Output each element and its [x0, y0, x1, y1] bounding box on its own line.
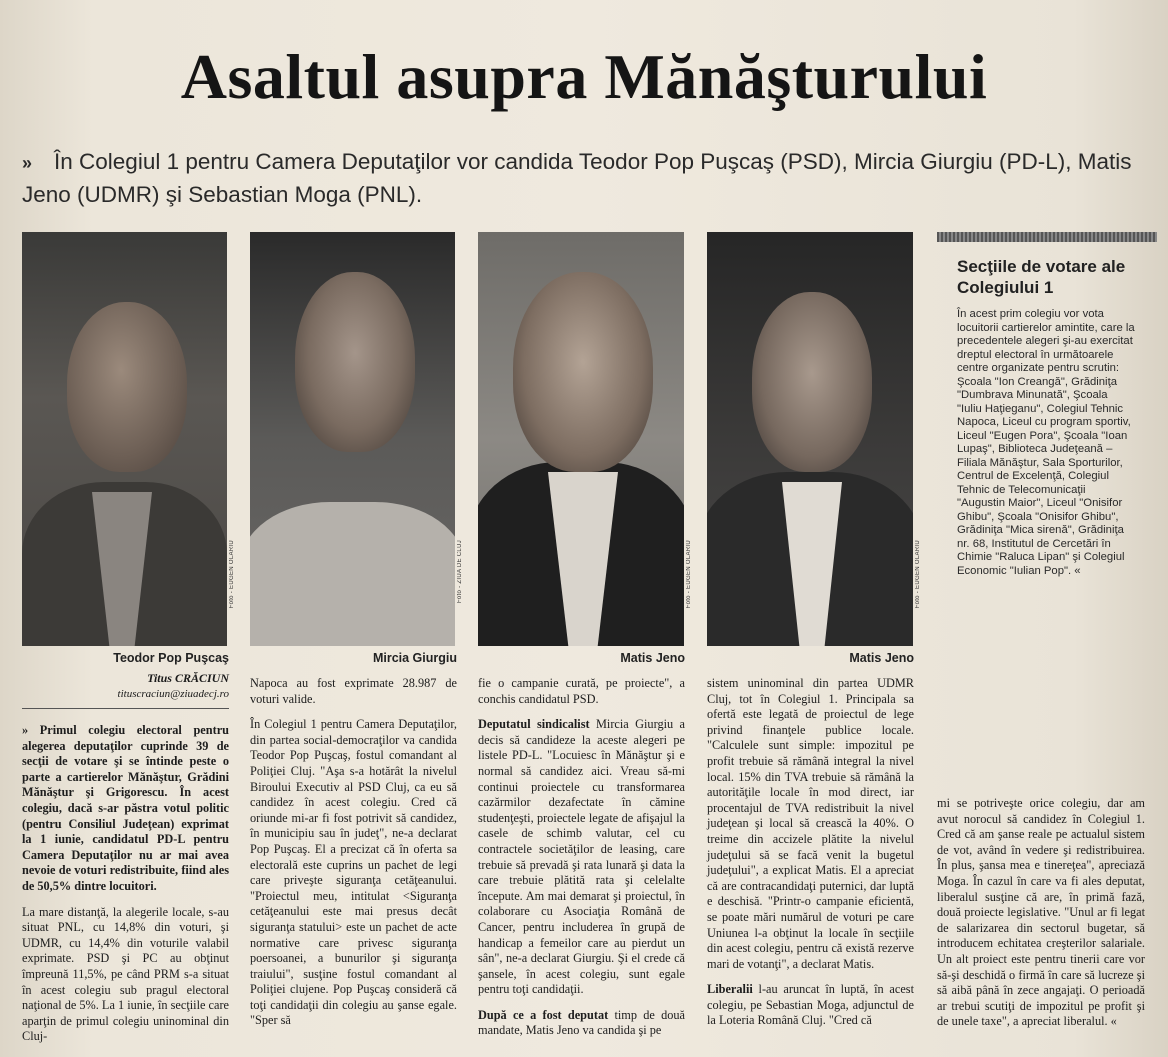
deck-marker: »	[22, 153, 33, 173]
body-paragraph: În Colegiul 1 pentru Camera Deputaţilor, din partea social-democraţilor va candida Teodor Pop Puşcaş, fostul comandant al Poliţiei Cluj. "Aşa s-a hotărât la nivelul Biroului Executiv al PSD Cluj, ca eu să candidez în acest colegiu. Cred că oriunde mi-ar fi fost potrivit să candidez, în municipiu sau în judeţ", ne-a declarat Pop Puşcaş. El a precizat că în oferta sa electorală este cuprins un pachet de legi care priveşte siguranţa cetăţeanului. "Proiectul meu, intitulat <Siguranţa cetăţeanului este mai presus decât siguranţa statului> este un pachet de acte normative care privesc siguranţa poersoanei, a bunurilor şi siguranţa traiului", susţine fostul comandant al Poliţiei clujene. Pop Puşcaş consideră că toţi candidaţii din colegiu au şanse egale. "Sper să	[250, 717, 457, 1028]
article-column-2	[250, 676, 457, 1039]
article-column-3	[478, 676, 685, 1049]
photo-sebastian-moga	[707, 232, 913, 646]
sidebar-top-bar	[937, 232, 1157, 242]
body-paragraph: fie o campanie curată, pe proiecte", a conchis candidatul PSD.	[478, 676, 685, 706]
deck-text: În Colegiul 1 pentru Camera Deputaţilor vor candida Teodor Pop Puşcaş (PSD), Mircia Giurgiu (PD-L), Matis Jeno (UDMR) şi Sebastian Moga (PNL).	[22, 149, 1132, 207]
body-paragraph: Liberalii l-au aruncat în luptă, în acest colegiu, pe Sebastian Moga, adjunctul de la Loteria Română Cluj. "Cred că	[707, 982, 914, 1028]
sidebar-title: Secţiile de votare ale Colegiului 1	[957, 257, 1126, 297]
subhead-liberalii: Liberalii	[707, 982, 753, 997]
byline-author: Titus CRĂCIUN	[147, 671, 229, 685]
photo-mircia-giurgiu	[250, 232, 455, 646]
headline: Asaltul asupra Mănăşturului	[180, 41, 988, 112]
body-paragraph: După ce a fost deputat timp de două mandate, Matis Jeno va candida şi pe	[478, 1007, 685, 1038]
body-paragraph: sistem uninominal din partea UDMR Cluj, tot în Colegiul 1. Principala sa ofertă este legată de proiectul de lege privind finanţele publice locale. "Calculele sunt simple: impozitul pe profit trebuie să rămână integral la nivel local. 15% din TVA trebuie să rămână la autorităţile locale în mod direct, iar procentajul de TVA redistribuit la nivel judeţean şi local să crească la 40%. O treime din accizele plătite la nivelul judeţului să se facă venit la bugetul judeţului", a explicat Matis. El a apreciat că are contracandidaţi puternici, dar luptă e deschisă. "Printr-o campanie eficientă, se poate mări numărul de voturi pe care Uniunea l-a obţinut la locale în secţiile din acest colegiu, pentru că există rezerve mari de votanţi", a declarat Matis.	[707, 676, 914, 971]
deck	[22, 146, 1152, 210]
byline	[22, 670, 229, 702]
photo-credit-1: Foto - EUGEN OLARIU	[229, 540, 235, 609]
sidebar-box	[937, 232, 1157, 578]
article-column-1	[22, 723, 229, 1055]
photo-credit-4: Foto - EUGEN OLARIU	[915, 540, 921, 609]
photo-teodor-pop-puscas	[22, 232, 227, 646]
body-paragraph: Napoca au fost exprimate 28.987 de voturi valide.	[250, 676, 457, 706]
body-paragraph: La mare distanţă, la alegerile locale, s-au situat PNL, cu 14,8% din voturi, şi UDMR, cu 14,4% din voturile valabil exprimate. PSD şi PC au obţinut împreună 11,5%, pe când PRM s-a situat în acest colegiu sub pragul electoral naţional de 5%. La 1 iunie, în secţiile care aparţin de primul colegiu uninominal din Cluj-	[22, 904, 229, 1044]
body-paragraph: Deputatul sindicalist Mircia Giurgiu a decis să candideze la aceste alegeri pe listele PD-L. "Locuiesc în Mănăştur şi e normal să candidez aici. Vreau să-mi continui proiectele cu transformarea cazărmilor dezafectate în cămine studenţeşti, proiectele legate de afişajul la casele de schimb valutar, cel cu contractele societăţilor de leasing, care trebuie să prevadă şi rata lunară şi data la care trebuie plătită rata şi celelalte începute. Am mai demarat şi proiectul, în colaborare cu Asociaţia Română de Cancer, pentru includerea în grupă de handicap a femeilor care au pierdut un sân", ne-a declarat Giurgiu. Şi el crede că şansele, în acest colegiu, sunt egale pentru toţi candidaţii.	[478, 717, 685, 997]
sidebar-text: În acest prim colegiu vor vota locuitorii cartierelor amintite, care la precedentele alegeri şi-au exercitat dreptul electoral în următoarele centre organizate pentru scrutin: Şcoala "Ion Creangă", Grădiniţa "Dumbrava Minunată", Şcoala "Iuliu Haţieganu", Colegiul Tehnic Napoca, Liceul cu program sportiv, Liceul "Eugen Pora", Şcoala "Ioan Lupaş", Biblioteca Judeţeană – Filiala Mănăştur, Sala Sporturilor, Centrul de Excelenţă, Colegiul Tehnic de Telecomunicaţii "Augustin Maior", Liceul "Onisifor Ghibu", Şcoala "Onisifor Ghibu", Grădiniţa "Mica sirenă", Grădiniţa nr. 68, Institutul de Cercetări în Chimie "Raluca Lipan" şi Colegiul Economic "Iulian Pop". «	[957, 308, 1135, 577]
caption-4: Matis Jeno	[849, 651, 914, 665]
caption-1: Teodor Pop Puşcaş	[113, 651, 229, 665]
article-column-4	[707, 676, 914, 1039]
caption-2: Mircia Giurgiu	[372, 651, 457, 665]
body-paragraph: mi se potriveşte orice colegiu, dar am avut norocul să candidez în Colegiul 1. Cred că am şanse reale pe actualul sistem de vot, având în vedere şi redistribuirea. În plus, şansa mea e tinereţea", apreciază Moga. În cazul în care va fi ales deputat, liberalul susţine că are, în primă fază, două proiecte legislative. "Unul ar fi legat de salarizarea din sectorul bugetar, să introducem echitatea creşterilor salariale. Un alt proiect este pentru tinerii care vor să-şi deschidă o firmă în care să lucreze şi să aibă până în zece angajaţi. O perioadă ar trebui scutiţi de impozitul pe profit şi de unele taxe", a apreciat liberalul. «	[937, 796, 1145, 1029]
photo-credit-2: Foto - ZIUA DE CLUJ	[457, 540, 463, 604]
photo-credit-3: Foto - EUGEN OLARIU	[686, 540, 692, 609]
byline-email: tituscraciun@ziuadecj.ro	[117, 688, 229, 700]
subhead-deputatul-sindicalist: Deputatul sindicalist	[478, 717, 590, 732]
caption-3: Matis Jeno	[620, 651, 685, 665]
photo-matis-jeno	[478, 232, 684, 646]
lead-paragraph: » Primul colegiu electoral pentru alegerea deputaţilor cuprinde 39 de secţii de votare şi se întinde peste o parte a cartierelor Mănăştur, Grădini Mănăştur şi Grigorescu. În acest colegiu, dacă s-ar păstra votul politic (pentru Consiliul Judeţean) exprimat la 1 iunie, candidatul PD-L pentru Camera Deputaţilor nu ar mai avea nevoie de voturi redistribuite, fiind ales de 50,5% dintre locuitori.	[22, 723, 229, 893]
subhead-dupa-ce: După ce a fost deputat	[478, 1007, 609, 1022]
article-column-5	[937, 796, 1145, 1040]
byline-rule	[22, 708, 229, 709]
